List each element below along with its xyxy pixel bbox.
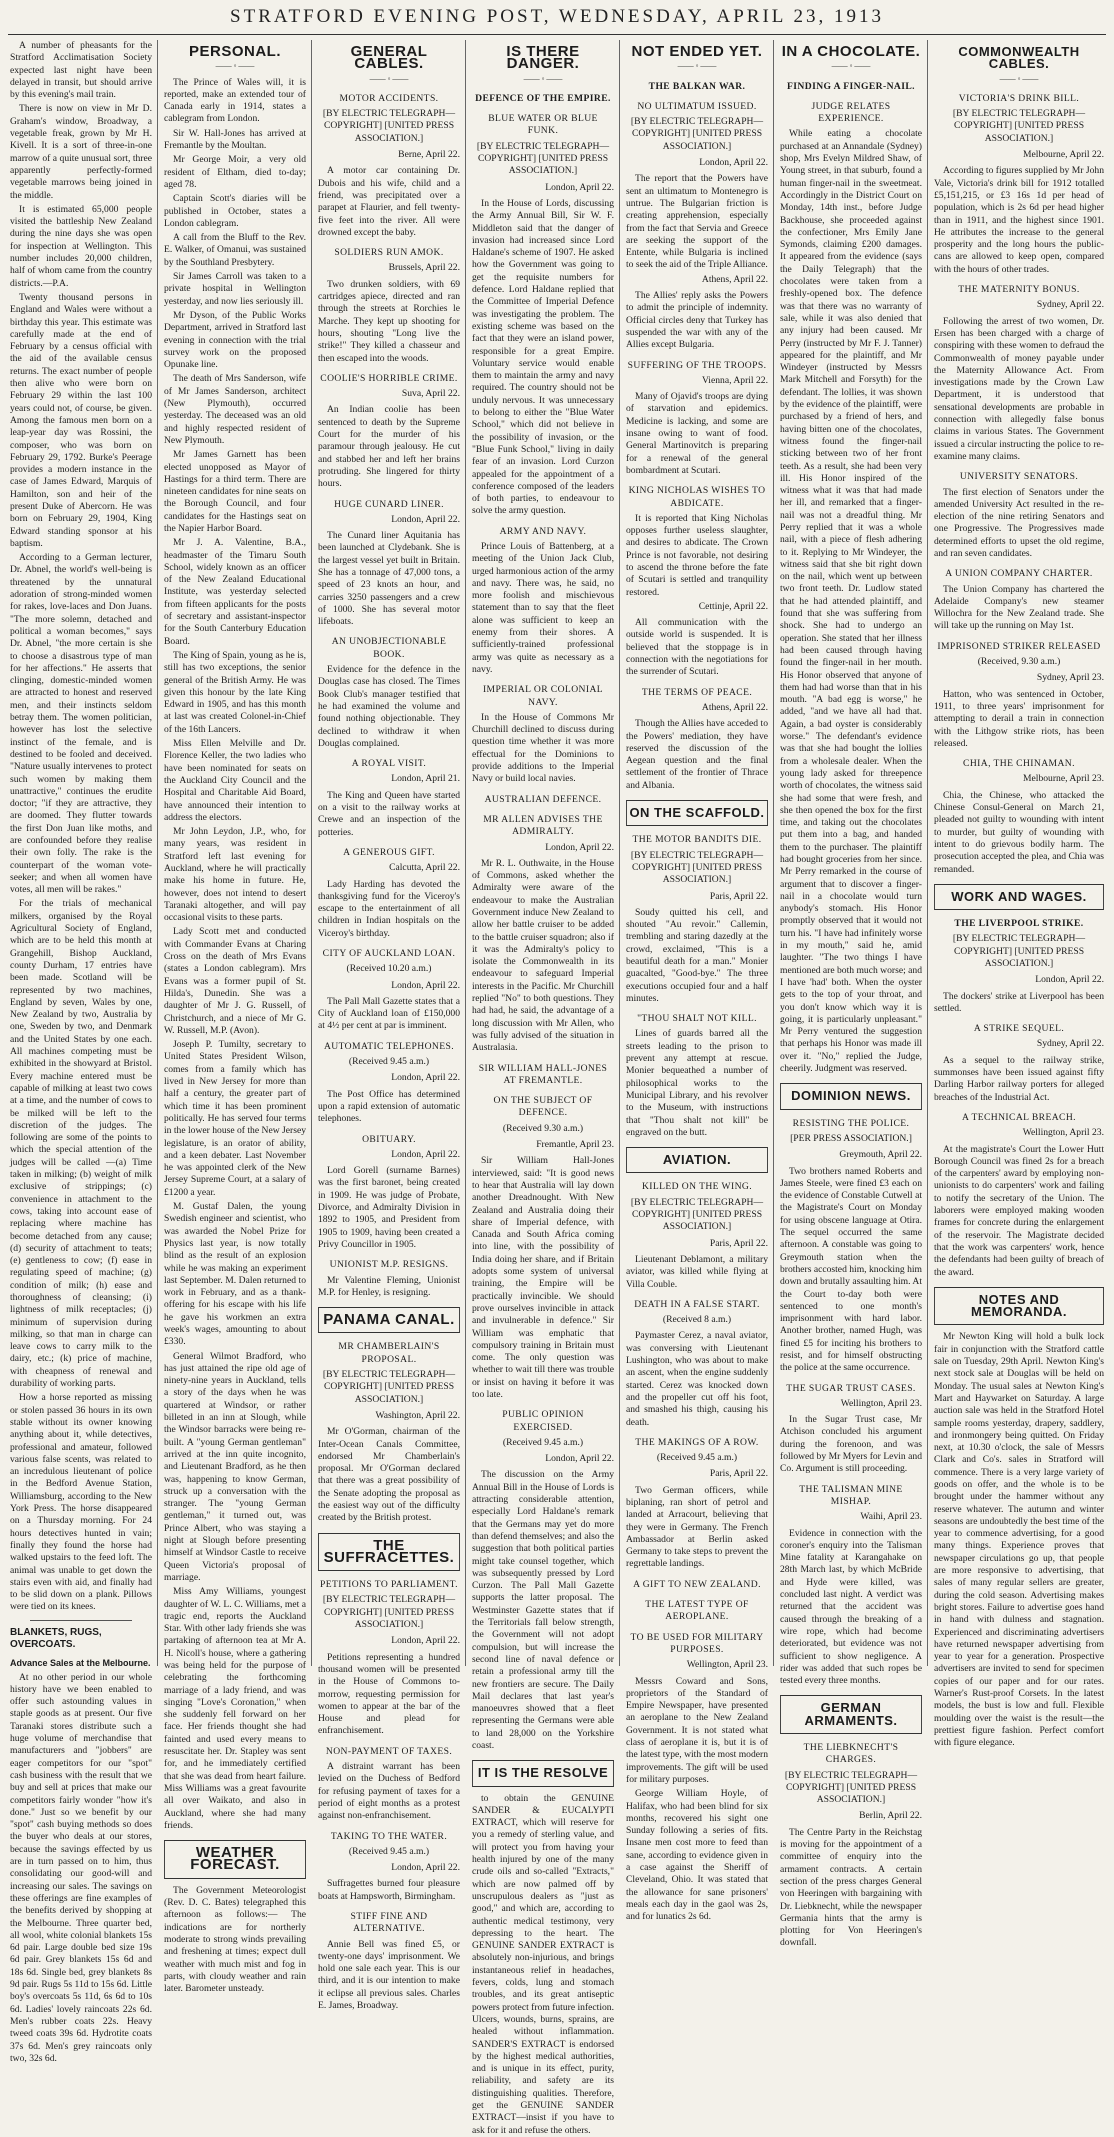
received-line: (Received 9.45 a.m.)	[502, 1436, 584, 1448]
credit-line: [BY ELECTRIC TELEGRAPH—COPYRIGHT] [UNITED PRESS ASSOCIATION.]	[952, 933, 1086, 969]
blankets-subheading: Advance Sales at the Melbourne.	[10, 1658, 151, 1669]
subheading: CITY OF AUCKLAND LOAN.	[322, 948, 456, 959]
ornament: —— ◦ ——	[369, 73, 409, 83]
paragraph: Captain Scott's diaries will be published in October, states a London cablegram.	[164, 193, 306, 229]
paragraph: Mr O'Gorman, chairman of the Inter-Ocean Canals Committee, endorsed Mr Chamberlain's proposal. Mr O'Gorman declared that there was a great possibility of the Senate adopting the proposal as the easiest way out of the difficulty created by the British protest.	[318, 1426, 460, 1524]
subheading: AUTOMATIC TELEPHONES.	[323, 1040, 455, 1052]
paragraph: It is estimated 65,000 people visited the battleship New Zealand during the nine days she was open for inspection at Wellington. This number includes 20,000 children, half of whom came from the country districts.—P.A.	[10, 203, 152, 289]
subheading: A GENEROUS GIFT.	[343, 846, 435, 858]
dateline: London, April 22.	[391, 1072, 460, 1084]
ornament: —— ◦ ——	[999, 73, 1039, 83]
credit-line: [BY ELECTRIC TELEGRAPH—COPYRIGHT] [UNITED PRESS ASSOCIATION.]	[322, 1594, 456, 1631]
ornament: —— ◦ ——	[677, 61, 717, 71]
in-a-chocolate-heading: IN A CHOCOLATE.	[781, 43, 921, 60]
credit-line: [BY ELECTRIC TELEGRAPH—COPYRIGHT] [UNITED PRESS ASSOCIATION.]	[630, 849, 764, 886]
subheading: AN UNOBJECTIONABLE BOOK.	[331, 636, 447, 660]
paragraph: Annie Bell was fined £5, or twenty-one days' imprisonment. We hold one sale each year. This is our third, and it is our intention to make it eclipse all previous sales. Charles E. James, Broadway.	[318, 1938, 460, 2012]
column-2	[164, 40, 306, 1995]
notes-heading: NOTES AND MEMORANDA.	[934, 1287, 1104, 1326]
subheading: TAKING TO THE WATER.	[330, 1830, 448, 1842]
paragraph: Evidence for the defence in the Douglas case has closed. The Times Book Club's manager testified that he had examined the volume and found nothing objectionable. They declined to withdraw it when Douglas complained.	[318, 664, 460, 749]
paragraph: The dockers' strike at Liverpool has been settled.	[934, 990, 1104, 1014]
dateline: Wellington, April 23.	[840, 1397, 922, 1409]
subheading: KING NICHOLAS WISHES TO ABDICATE.	[628, 485, 766, 509]
credit-line: [BY ELECTRIC TELEGRAPH—COPYRIGHT] [UNITED PRESS ASSOCIATION.]	[630, 116, 764, 152]
column-6	[780, 40, 923, 1949]
subheading: THE SUGAR TRUST CASES.	[786, 1382, 916, 1394]
credit-line: [PER PRESS ASSOCIATION.]	[790, 1132, 912, 1144]
received-line: (Received 9.30 a.m.)	[502, 1122, 584, 1134]
subheading: STIFF FINE AND ALTERNATIVE.	[350, 1911, 428, 1935]
paragraph: Paymaster Cerez, a naval aviator, was conversing with Lieutenant Lushington, who was about to make an ascent, when the engine suddenly started. Cerez was knocked down and the propeller cut off his foot, and smashed his thigh, causing his death.	[626, 1330, 768, 1428]
dateline: Wellington, April 23.	[1022, 1127, 1104, 1139]
paragraph: The Prince of Wales will, it is reported, make an extended tour of Canada early in 1914, states a cablegram from London.	[164, 76, 306, 125]
paragraph: The Cunard liner Aquitania has been launched at Clydebank. She is the largest vessel yet built in Britain. She has a tonnage of 47,000 tons, a speed of 23 knots an hour, and carries 3250 passengers and a crew of 1000. She has several motor lifeboats.	[318, 530, 460, 628]
suffragettes-heading: THE SUFFRACETTES.	[318, 1533, 460, 1572]
subheading: A GIFT TO NEW ZEALAND.	[633, 1578, 761, 1590]
received-line: (Received 8 a.m.)	[662, 1314, 732, 1326]
dateline: Sydney, April 22.	[1036, 1038, 1104, 1050]
dateline: London, April 21.	[391, 773, 460, 785]
dateline: Melbourne, April 22.	[1022, 149, 1104, 161]
paragraph: A number of pheasants for the Stratford Acclimatisation Society expected last night have been delayed in transit, but should arrive by this evening's mail train.	[10, 40, 152, 101]
subheading: DEFENCE OF THE EMPIRE.	[475, 92, 611, 104]
dateline: London, April 22.	[391, 1148, 460, 1160]
column-4	[472, 40, 614, 2136]
paragraph: Two German officers, while biplaning, ran short of petrol and landed at Arracourt, believing that they were in Germany. The French Ambassador at Berlin asked Germany to take steps to prevent the regrettable landings.	[626, 1484, 768, 1570]
subheading: IMPERIAL OR COLONIAL NAVY.	[482, 684, 604, 708]
dateline: Wellington, April 23.	[686, 1659, 768, 1671]
subheading: BLUE WATER OR BLUE FUNK.	[488, 113, 598, 137]
paragraph: Twenty thousand persons in England and Wales were without a birthday this year. This estimate was carefully made at the end of February by a census official with the aid of the available census returns. The exact number of people then alive who were born on February 29 within the last 100 years could not, of course, be given. Among the famous men born on a leap-year day was Rossini, the composer, who was born on February 29, 1792. Burke's Peerage provides a modern instance in the case of James Edward, Marquis of Hamilton, son and heir of the present Duke of Abercorn. He was born on February 29, 1904, King Edward standing sponsor at his baptism.	[10, 291, 152, 549]
resolve-heading: IT IS THE RESOLVE	[472, 1760, 614, 1786]
subheading: NO ULTIMATUM ISSUED.	[637, 100, 757, 112]
subheading: IMPRISONED STRIKER RELEASED	[937, 640, 1101, 652]
dateline: Berne, April 22.	[398, 149, 460, 161]
paragraph: There is now on view in Mr D. Graham's window, Broadway, a vegetable freak, grown by Mr H. Kivell. It is a sort of three-in-one marrow of a quite unusual sort, three apparently perfectly-formed vegetable marrows being joined in the middle.	[10, 103, 152, 201]
dateline: Suva, April 22.	[401, 388, 460, 400]
paragraph: Two drunken soldiers, with 69 cartridges apiece, directed and ran through the streets at Rorchies le Marche. They kept up shooting for hours, shouting "Long live the strike!" They killed a chasseur and then escaped into the woods.	[318, 278, 460, 364]
masthead-rule	[8, 34, 1106, 35]
column-rule	[927, 40, 928, 1666]
is-there-danger-heading: IS THERE DANGER.	[506, 43, 580, 73]
paragraph: Miss Amy Williams, youngest daughter of W. L. C. Williams, met a tragic end, reports the Auckland Star. With other lady friends she was partaking of afternoon tea at Mr A. H. Nicoll's house, where a gathering was being held for the purpose of celebrating the forthcoming marriage of a lady friend, and was singing "Love's Coronation," when she suddenly fell forward on her face. Her friends thought she had fainted and used every means to resuscitate her. Dr. Stapley was sent for, and he immediately certified that she was dead from heart failure. Miss Williams was a great favourite all over Waikato, and also in Auckland, where she had many friends.	[164, 1586, 306, 1831]
dateline: Vienna, April 22.	[701, 374, 768, 386]
paragraph: The Union Company has chartered the Adelaide Company's new steamer Willochra for the New Zealand trade. She will take up the running on May 1st.	[934, 583, 1104, 632]
paragraph: Two brothers named Roberts and James Steele, were fined £3 each on the evidence of Constable Cutwell at the Magistrate's Court on Monday for using obscene language at Otira. The sequel occurred the same afternoon. A constable was going to Greymouth station when the brothers accosted him, knocking him down and brutally assaulting him. At the Court to-day both were sentenced to one month's imprisonment with hard labor. Another brother, named Hugh, was fined £5 for inciting his brothers to resist, and for himself obstructing the police at the same occurrence.	[780, 1165, 923, 1374]
received-line: (Received, 9.30 a.m.)	[977, 656, 1061, 668]
paragraph: For the trials of mechanical milkers, organised by the Royal Agricultural Society of England, which are to be held this month at Grangehill, Bishop Auckland, county Durham, 17 entries have been made. Scotland will be represented by two machines, England by seven, Wales by one, New Zealand by two, Australia by one, Sweden by two, and Denmark and the United States by one each. All machines competing must be exhibited in the showyard at Bristol. Every machine entered must be capable of milking at least two cows at a time, and the number of cows to be milked will be left to the discretion of the judges. The following are some of the points to which the special attention of the judges will be called —(a) Time taken in milking; (b) weight of milk exclusive of strippings; (c) convenience in attachment to the cows, taking into account ease of replacing where machine has become detached from any cause; (d) security of attachment to teats; (e) gentleness to cow; (f) ease in regulating speed of machine; (g) condition of milk; (h) ease and thoroughness of cleansing; (i) lightness of milk receptacles; (j) minimum of supervision during milking, so that man in charge can leave cows to carry milk to the dairy, etc.; (k) price of machine, with cheapness of renewal and durability of working parts.	[10, 898, 152, 1390]
column-5	[626, 40, 769, 1923]
paragraph: Mr Valentine Fleming, Unionist M.P. for Henley, is resigning.	[318, 1274, 460, 1298]
paragraph: The report that the Powers have sent an ultimatum to Montenegro is untrue. The Bulgarian friction is creating apprehension, especially from the fact that Servia and Greece are seeking the support of the Entente, while Bulgaria is inclined to seek the aid of the Triple Alliance.	[626, 173, 768, 271]
paragraph: Lieutenant Deblamont, a military aviator, was killed while flying at Villa Couble.	[626, 1253, 768, 1290]
blankets-heading: BLANKETS, RUGS, OVERCOATS.	[10, 1626, 102, 1650]
paragraph: Mr James Garnett has been elected unopposed as Mayor of Hastings for a third term. There are nineteen candidates for nine seats on the Borough Council, and four candidates for the Hastings seat on the Napier Harbor Board.	[164, 449, 306, 534]
subheading: ON THE SUBJECT OF DEFENCE.	[493, 1095, 593, 1119]
dateline: London, April 22.	[391, 1862, 460, 1874]
paragraph: The Post Office has determined upon a rapid extension of automatic telephones.	[318, 1088, 460, 1125]
paragraph: The Pall Mall Gazette states that a City of Auckland loan of £150,000 at 4½ per cent at par is imminent.	[318, 995, 460, 1032]
dateline: London, April 22.	[391, 979, 460, 991]
subheading: CHIA, THE CHINAMAN.	[963, 758, 1075, 770]
dateline: Athens, April 22.	[701, 701, 768, 713]
paragraph: The King of Spain, young as he is, still has two exceptions, the senior general of the British Army. He was given this honour by the late King Edward in 1905, and has this month at last was created Colonel-in-Chief of the 16th Lancers.	[164, 649, 306, 735]
received-line: (Received 10.20 a.m.)	[346, 963, 432, 975]
subheading: OBITUARY.	[362, 1133, 416, 1145]
paragraph: According to figures supplied by Mr John Vale, Victoria's drink bill for 1912 totalled £5,151,215, or £3 16s 1d per head of population, which is 2s 6d per head higher than in 1911, and the highest since 1901. He attributes the increase to the general prosperity and the long hours the public-cans are allowed to keep open, compared with the hours of other trades.	[934, 165, 1104, 275]
subheading: THE MOTOR BANDITS DIE.	[632, 834, 762, 846]
paragraph: Mr John Leydon, J.P., who, for many years, was resident in Stratford left last evening for Auckland, where he will practically make his home in future. He, however, does not intend to desert Taranaki altogether, and will pay occasional visits to these parts.	[164, 826, 306, 924]
subheading: AUSTRALIAN DEFENCE.	[484, 793, 602, 805]
dateline: Berlin, April 22.	[859, 1810, 922, 1822]
dominion-news-heading: DOMINION NEWS.	[780, 1083, 922, 1109]
paragraph: Mr Newton King will hold a bulk lock fair in conjunction with the Stratford cattle sale on Tuesday, 29th April. Newton King's next stock sale at Douglas will be held on Monday. The usual sales at Newton King's Mart and Haywarket on Saturday. A large auction sale was held in the Stratford Hotel sample rooms yesterday, drapery, saddlery, and ironmongery being quitted. On Friday next, at 10.30 o'clock, the sale of Messrs Clark and Co's. sales in Stratford will commence. There is a very large variety of goods on offer, and the whole is to be brought under the hammer without any reserve whatever. The autumn and winter seasons are undoubtedly the best time of the year to commence advertising, for a good many things. Experience proves that newspaper circulations go up, that people are more responsive to advertising, that sales of many regular sellers are greater, during the cold season. Advertising makes bright stores. Failure to advertise goes hand in hand with dulness and stagnation. Experienced and discriminating advertisers have returned newspaper advertising from year to year for a generation. Prospective advertisers are invited to send for specimen copies of our paper and for our rates. Warner's Rust-proof Corsets. In the latest models, the bust is low and full. Flexible moulding over the waist is the result—the prettiest figure fashion. Perfect comfort with figure elegance.	[934, 1331, 1104, 1749]
subheading: UNIONIST M.P. RESIGNS.	[329, 1259, 449, 1271]
dateline: London, April 22.	[391, 1635, 460, 1647]
commonwealth-cables-heading: COMMONWEALTH CABLES.	[958, 44, 1080, 72]
subheading: FINDING A FINGER-NAIL.	[787, 80, 915, 92]
dateline: Sydney, April 23.	[1036, 672, 1104, 684]
credit-line: [BY ELECTRIC TELEGRAPH—COPYRIGHT] [UNITED PRESS ASSOCIATION.]	[322, 108, 456, 144]
weather-heading: WEATHER FORECAST.	[164, 1840, 306, 1879]
paragraph: The Allies' reply asks the Powers to admit the principle of indemnity. Official circles deny that Turkey has suspended the war with any of the Allies except Bulgaria.	[626, 290, 768, 351]
paragraph: Evidence in connection with the coroner's enquiry into the Talisman Mine fatality at Karangahake on 28th March last, by which McBride and Hyde were killed, was concluded last night. A verdict was returned that the accident was caused through the breaking of a wire rope, which had become deteriorated, but evidence was not sufficient to show negligence. A rider was added that such ropes be tested every three months.	[780, 1527, 922, 1687]
dateline: Paris, April 22.	[709, 1468, 768, 1480]
paragraph: The King and Queen have started on a visit to the railway works at Crewe and an inspection of the potteries.	[318, 789, 460, 838]
received-line: (Received 9.45 a.m.)	[656, 1452, 738, 1464]
subheading: PETITIONS TO PARLIAMENT.	[320, 1579, 458, 1591]
column-3	[318, 40, 460, 2012]
dateline: Waihi, April 23.	[860, 1511, 922, 1523]
paragraph: At no other period in our whole history have we been enabled to offer such astounding values in staple goods as at present. Our five Taranaki stores distribute such a huge volume of merchandise that manufacturers and "jobbers" are eager competitors for our "spot" cash business with the result that we buy and sell at prices that make our competitors fairly wonder "how it's done." Just so we benefit by our "spot" cash buying methods so does the buyer who deals at our stores, because the savings effected by us are in turn passed on to him, thus consolidating our good-will and increasing our sales. The savings on these offerings are fine examples of the benefits derived by shopping at the Melbourne. Three quarter bed, all wool, white colonial blankets 15s 6d pair. Large double bed size 19s 6d pair. Grey blankets 15s 6d and 18s 6d. Single bed, grey blankets 8s 9d pair. Rugs 5s 11d to 15s 6d. Little boy's overcoats 5s 11d, 6s 6d to 10s 6d. Ladies' lovely raincoats 22s 6d. Men's rubber coats 22s. Heavy tweed coats 39s 6d. Hydrotite coats 37s 6d. Men's grey raincoats only two, 32s 6d.	[10, 1671, 152, 2064]
subheading: THE LATEST TYPE OF AEROPLANE.	[645, 1599, 749, 1623]
paragraph: Sir James Carroll was taken to a private hospital in Wellington yesterday, and now lies seriously ill.	[164, 271, 306, 307]
subheading: KILLED ON THE WING.	[641, 1181, 753, 1193]
dateline: Fremantle, April 23.	[536, 1139, 614, 1151]
column-7	[934, 40, 1104, 1749]
subheading: TO BE USED FOR MILITARY PURPOSES.	[630, 1631, 764, 1655]
paragraph: In the House of Commons Mr Churchill declined to discuss during question time whether it was more effectual for the Dominions to provide additions to the Imperial Navy or build local navies.	[472, 711, 614, 785]
paragraph: Mr George Moir, a very old resident of Eltham, died to-day; aged 78.	[164, 154, 306, 190]
subheading: A STRIKE SEQUEL.	[973, 1023, 1065, 1035]
paragraph: Messrs Coward and Sons, proprietors of the Standard of Empire Newspaper, have presented an aeroplane to the New Zealand Government. It is not stated what class of aeroplane it is, but it is of the latest type, with the most modern improvements. The gift will be used for military purposes.	[626, 1675, 769, 1785]
paragraph: The first election of Senators under the amended University Act resulted in the re-election of the nine retiring Senators and one Progressive. The Progressives made determined efforts to upset the old regime, and ran seven candidates.	[934, 486, 1104, 559]
ornament: —— ◦ ——	[215, 61, 255, 71]
paragraph: Lines of guards barred all the streets leading to the prison to prevent any attempt at rescue. Monier bequeathed a number of philosophical works to the Municipal Library, and his revolver to the Museum, with instructions that "Thou shalt not kill" be engraved on the butt.	[626, 1028, 768, 1138]
paragraph: At the magistrate's Court the Lower Hutt Borough Council was fined 2s for a breach of the carpenters' award by employing non-unionists to do carpenters' work and failing to notify the secretary of the Union. The laborers were employed making wooden frames for concrete during the enlargement of the reservoir. The Magistrate decided that the work was carpenters' work, hence the defendants had been guilty of breach of the award.	[934, 1143, 1104, 1278]
ornament: —— ◦ ——	[831, 61, 871, 71]
subheading: SUFFERING OF THE TROOPS.	[627, 359, 767, 371]
dateline: Sydney, April 22.	[1036, 299, 1104, 311]
dateline: London, April 22.	[1035, 974, 1104, 986]
personal-heading: PERSONAL.	[188, 43, 281, 60]
scaffold-heading: ON THE SCAFFOLD.	[626, 800, 768, 826]
paragraph: A distraint warrant has been levied on the Duchess of Bedford for refusing payment of taxes for a period of eight months as a protest against non-enfranchisement.	[318, 1761, 460, 1822]
subheading: NON-PAYMENT OF TAXES.	[325, 1745, 453, 1757]
panama-heading: PANAMA CANAL.	[318, 1307, 460, 1333]
dateline: London, April 22.	[545, 841, 614, 853]
dateline: Athens, April 22.	[701, 273, 768, 285]
subheading: A ROYAL VISIT.	[351, 758, 427, 770]
ornament: —— ◦ ——	[523, 73, 563, 83]
paragraph: Miss Ellen Melville and Dr. Florence Keller, the two ladies who have been nominated for seats on the Auckland City Council and the Hospital and Charitable Aid Board, have announced their intention to address the electors.	[164, 738, 306, 823]
dateline: Cettinje, April 22.	[698, 600, 768, 612]
subheading: PUBLIC OPINION EXERCISED.	[502, 1409, 584, 1433]
dateline: London, April 22.	[545, 181, 614, 193]
paragraph: Chia, the Chinese, who attacked the Chinese Consul-General on March 21, pleaded not guilty to wounding with intent to murder, but guilty of wounding with intent to do grievous bodily harm. The prosecution accepted the plea, and Chia was remanded.	[934, 789, 1104, 875]
paragraph: Mr R. L. Outhwaite, in the House of Commons, asked whether the Admiralty were aware of the endeavour to make the Australian Government induce New Zealand to allow her battle cruiser to be added to the battle cruiser squadron; also if it was the Admiralty's policy to isolate the Commonwealth in its endeavour to safeguard Imperial interests in the Pacific. Mr Churchill replied "No" to both questions. They had had, he said, the advantage of a long discussion with Mr Allen, who was fully advised of the situation in Australasia.	[472, 857, 614, 1054]
paragraph: An Indian coolie has been sentenced to death by the Supreme Court for the murder of his paramour through jealousy. He cut and stabbed her and left her brains protruding. She lingered for thirty hours.	[318, 404, 460, 490]
not-ended-yet-heading: NOT ENDED YET.	[631, 43, 763, 60]
paragraph: Soudy quitted his cell, and shouted "Au revoir." Callemin, trembling and staring dazedly at the crowd, exclaimed, "This is a beautiful death for a man." Monier guacalted, "Good-bye." The three executions occupied four and a half minutes.	[626, 906, 768, 1004]
paragraph: While eating a chocolate purchased at an Annandale (Sydney) shop, Mrs Evelyn Mildred Shaw, of Young street, in that suburb, found a human finger-nail in the sweetmeat. Accordingly in the District Court on Monday, 14th inst., before Judge Backhouse, she proceeded against the confectioner, Mrs Emily Jane Symonds, claiming £200 damages. It appeared from the evidence (says the Daily Telegraph) that the chocolates were taken from a freshly-opened box. The defence was that there was no warranty of sale, while it was also denied that any injury had been caused. Mr Perry (instructed by Mr F. J. Tanner) appeared for the plaintiff, and Mr Windeyer (instructed by Messrs Mark Mitchell and Forsyth) for the defendant. The lollies, it was shown by the evidence of the plaintiff, were purchased by a friend of hers, and having bitten one of the chocolates, witness found the finger-nail sticking between two of her front teeth. As a result, she had been very ill. His Honor inspired of the witness what it was that had made her ill, and remarked that a finger-nail was not a dreadful thing. Mr Perry replied that it was a whole nail, with a piece of flesh adhering to it. Replying to Mr Windeyer, the witness said that she bit right down on the nail, which went up between two front teeth. Dr. Ludlow stated that he had attended plaintiff, and found that she was suffering from shock. She had to undergo an operation. She stated that her illness had been caused through having found the finger-nail in her mouth. His Honor observed that anyone of them had had worse than that in his mouth. "A bad egg is worse," he added, "and we have all had that. Again, a bad oyster is considerably worse." The defendant's evidence was that she had bought the lollies from a wholesale dealer. When the young lady asked for threepence worth of chocolates, the witness said she had some that were fresh, and she then opened the box for the first time, and taking out the chocolates put them into a bag, and handed them to the purchaser. The plaintiff had bought groceries from her since. Mr Perry remarked in the course of argument that to discover a finger-nail in a chocolate would turn anybody's stomach. His Honor promptly observed that it would not turn his. "I have had infinitely worse in my mouth," said he, amid laughter. "The two things I have mentioned are both much worse; and I have 'had' both. When the oyster gets to the top of your throat, and you don't know which way it is going, it is particularly unpleasant." Mr Perry ventured the suggestion that perhaps his Honor was made ill over it. "No," replied the Judge, cheerily. Judgment was reserved.	[780, 128, 922, 1075]
paragraph: A call from the Bluff to the Rev. E. Walker, of Omanui, was sustained by the Southland Presbytery.	[164, 232, 306, 268]
column-1	[10, 40, 152, 2064]
subheading: JUDGE RELATES EXPERIENCE.	[811, 100, 891, 125]
paragraph: Prince Louis of Battenberg, at a meeting of the Union Jack Club, urged harmonious action of the army and navy. There was, he said, no more foolish and mischievous statement than to say that the fleet alone was sufficient to keep an enemy from their shores. A sufficiently-trained professional army was quite as necessary as a navy.	[472, 540, 614, 675]
dateline: Brussels, April 22.	[388, 262, 460, 274]
divider	[30, 1620, 132, 1621]
paragraph: According to a German lecturer, Dr. Abnel, the world's well-being is threatened by the unnatural adoration of strong-minded women for rakes, love-laces and Don Juans. "The more solemn, detached and political a woman becomes," says Dr. Abnel, "the more certain is she to choose a disastrous type of man for her affections." He asserts that clinging, domestic-minded women are attracted to honest and reserved men, and their instincts seldom betray them. The women politician, however has lost the selective instinct of the female, and is destined to be fooled and deceived. "Nature usually intervenes to protect such women by making them unattractive," continues the erudite doctor; "if they are attractive, they are doomed. They flutter towards the first Don Juan like moths, and are confounded before they realise their own folly. The rake is the counterpart of the woman vote-seeker; and when all women have votes, all men will be rakes."	[10, 552, 152, 896]
paragraph: The discussion on the Army Annual Bill in the House of Lords is attracting considerable attention, especially Lord Haldane's remark that the Germans may yet do more than defend themselves; and also the suggestion that both political parties might take counsel together, which was subsequently pressed by Lord Curzon. The Pall Mall Gazette supports the latter proposal. The Westminster Gazette states that if the Territorials fall below strength, the Government will not adopt compulsion, but will increase the second line of naval defence or retain a professional army till the new frontiers are secure. The Daily Mail declares that last year's manoeuvres showed that a fleet representing the Germans were able to land 28,000 on the Yorkshire coast.	[472, 1469, 614, 1751]
german-armaments-heading: GERMAN ARMAMENTS.	[780, 1695, 922, 1734]
received-line: (Received 9.45 a.m.)	[348, 1056, 430, 1068]
column-rule	[773, 40, 774, 1666]
subheading: THE LIVERPOOL STRIKE.	[954, 918, 1084, 930]
subheading: THE MATERNITY BONUS.	[958, 284, 1080, 296]
subheading: MR ALLEN ADVISES THE ADMIRALTY.	[483, 813, 603, 838]
subheading: A UNION COMPANY CHARTER.	[945, 568, 1093, 580]
subheading: COOLIE'S HORRIBLE CRIME.	[320, 372, 458, 384]
paragraph: All communication with the outside world is suspended. It is believed that the stoppage is in connection with the negotiations for the surrender of Scutari.	[626, 617, 768, 678]
paragraph: Hatton, who was sentenced in October, 1911, to three years' imprisonment for attempting to derail a train in connection with the Lithgow strike riots, has been released.	[934, 688, 1104, 749]
dateline: Greymouth, April 22.	[839, 1149, 922, 1161]
paragraph: In the Sugar Trust case, Mr Atchison concluded his argument during the forenoon, and was followed by Mr Myers for Levin and Co. Argument is still proceeding.	[780, 1414, 922, 1475]
paragraph: Sir William Hall-Jones interviewed, said: "It is good news to hear that Australia will lay down another Dreadnought. With New Zealand and Australia doing their share of Imperial defence, with Canada and South Africa coming into line, with the possibility of India doing her share, and if Britain adopts some system of universal training, the Empire will be practically invincible. We should prove ourselves invincible in attack and invulnerable in defence." Sir William was emphatic that compulsory training in Britain must come. The only question was whether to wait till there was trouble or insist on having it before it was too late.	[472, 1155, 614, 1400]
paragraph: Sir W. Hall-Jones has arrived at Fremantle by the Moultan.	[164, 127, 306, 152]
paragraph: Petitions representing a hundred thousand women will be presented in the House of Commons to-morrow, requesting permission for women to appear at the bar of the House and plead for enfranchisement.	[318, 1651, 460, 1737]
column-rule	[619, 40, 620, 1666]
dateline: London, April 22.	[699, 157, 768, 169]
subheading: UNIVERSITY SENATORS.	[959, 471, 1079, 483]
aviation-heading: AVIATION.	[626, 1147, 768, 1173]
paragraph: Lord Gorell (surname Barnes) was the first baronet, being created in 1909. He was judge of Probate, Divorce, and Admiralty Division in 1892 to 1905, and President from 1905 to 1909, having been created a Privy Councillor in 1905.	[318, 1165, 460, 1250]
paragraph: George William Hoyle, of Halifax, who had been blind for six months, recovered his sight one Sunday following a series of fits. Insane men cost more to feed than sane, according to evidence given in a case against the Sheriff of Cleveland, Ohio. It was stated that the allowance for sane prisoners' meals each day in the gaol was 2s, and for lunatics 2s 6d.	[626, 1788, 768, 1923]
advertisement: to obtain the GENUINE SANDER & EUCALYPTI EXTRACT, which will reserve for you a remedy of sterling value, and will protect you from having your health injured by one of the many crude oils and so-called "Extracts," which are now palmed off by unscrupulous dealers as "just as good," and which are, according to authentic medical testimony, very depressing to the heart. The GENUINE SANDER EXTRACT is absolutely non-injurious, and brings instantaneous relief in headaches, fevers, colds, lung and stomach troubles, and its great antiseptic powers protect from future infection. Ulcers, wounds, burns, sprains, are healed without inflammation. SANDER'S EXTRACT is endorsed by the highest medical authorities, and is unique in its effect, purity, reliability, and safety are its distinguishing qualities. Therefore, get the GENUINE SANDER EXTRACT—insist if you have to ask for it and refuse the others.	[472, 1792, 614, 2136]
dateline: London, April 22.	[391, 513, 460, 525]
column-rule	[465, 40, 466, 1666]
credit-line: [BY ELECTRIC TELEGRAPH—COPYRIGHT] [UNITED PRESS ASSOCIATION.]	[952, 108, 1086, 144]
paragraph: Lady Harding has devoted the thanksgiving fund for the Viceroy's escape to the entertainment of all children in Indian hospitals on the Viceroy's birthday.	[318, 878, 460, 939]
dateline: Washington, April 22.	[375, 1409, 460, 1421]
paragraph: The Government Meteorologist (Rev. D. C. Bates) telegraphed this afternoon as follows:— The indications are for northerly moderate to strong winds prevailing and freshening at times; expect dull weather with much mist and fog in parts, with cloudy weather and rain later. Barometer unsteady.	[164, 1884, 306, 1995]
subheading: THE TERMS OF PEACE.	[641, 686, 753, 698]
paragraph: The Centre Party in the Reichstag is moving for the appointment of a committee of enquiry into the armament contracts. A certain section of the press charges General von Heeringen with bargaining with Dr. Liebknecht, while the newspaper Germania hints that the army is plotting for Von Heeringen's downfall.	[780, 1826, 922, 1949]
paragraph: It is reported that King Nicholas opposes further useless slaughter, and desires to abdicate. The Crown Prince is not favorable, not desiring to ascend the throne before the fate of Scutari is settled and tranquility restored.	[626, 512, 768, 598]
paragraph: How a horse reported as missing or stolen passed 36 hours in its own stable without its owner knowing anything about it, while detectives, professional and amateur, followed various false scents, was related to an incredulous lieutenant of police in the Bedford Avenue Station, Williamsburg, according to the New York Press. The horse disappeared on a Thursday morning. For 24 hours detectives hunted in vain; finally they found the horse had walked upstairs to the feed loft. The animal was unable to get down the stairs even with aid, and finally had to be slid down on a plank. Pillows were tied on its knees.	[10, 1392, 152, 1613]
subheading: THE BALKAN WAR.	[648, 80, 746, 92]
subheading: A TECHNICAL BREACH.	[962, 1111, 1076, 1123]
dateline: Melbourne, April 23.	[1022, 773, 1104, 785]
subheading: RESISTING THE POLICE.	[792, 1117, 910, 1129]
paragraph: Mr Dyson, of the Public Works Department, arrived in Stratford last evening in connection with the trial survey work on the proposed Opunake line.	[164, 309, 306, 371]
work-and-wages-heading: WORK AND WAGES.	[934, 884, 1104, 910]
subheading: THE MAKINGS OF A ROW.	[635, 1436, 759, 1448]
subheading: THE TALISMAN MINE MISHAP.	[799, 1483, 903, 1507]
credit-line: [BY ELECTRIC TELEGRAPH—COPYRIGHT] [UNITED PRESS ASSOCIATION.]	[322, 1369, 456, 1405]
subheading: ARMY AND NAVY.	[499, 525, 587, 537]
subheading: MOTOR ACCIDENTS.	[339, 92, 439, 104]
subheading: MR CHAMBERLAIN'S PROPOSAL.	[338, 1341, 440, 1365]
paragraph: In the House of Lords, discussing the Army Annual Bill, Sir W. F. Middleton said that the danger of invasion had increased since Lord Haldane's scheme of 1907. He asked how the Government was going to get the requisite numbers for defence. Lord Haldane replied that the Committee of Imperial Defence was investigating the problem. The existing scheme was based on the fact that they were an island power, responsible for a great Empire. Voluntary service would enable them to maintain the army and navy required. The country should not be unduly nervous. It was unnecessary to belong to either the "Blue Water School," which did not believe in the possibility of invasion, or the "Blue Funk School," living in daily fear of an invasion. Lord Curzon appealed for the appointment of a conference composed of the leaders of both parties, to endeavour to solve the army question.	[472, 197, 614, 517]
dateline: Calcutta, April 22.	[389, 862, 460, 874]
paragraph: Suffragettes burned four pleasure boats at Hampsworth, Birmingham.	[318, 1878, 460, 1902]
general-cables-heading: GENERAL CABLES.	[350, 43, 428, 73]
paragraph: A motor car containing Dr. Dubois and his wife, child and a friend, was precipitated over a parapet at Flaurier, and fell twenty-five feet into the river. All were drowned except the baby.	[318, 165, 460, 238]
credit-line: [BY ELECTRIC TELEGRAPH—COPYRIGHT] [UNITED PRESS ASSOCIATION.]	[476, 140, 610, 177]
received-line: (Received 9.45 a.m.)	[348, 1845, 430, 1857]
paragraph: M. Gustaf Dalen, the young Swedish engineer and scientist, who was awarded the Nobel Prize for Physics last year, is now totally blind as the result of an explosion while he was making an experiment last September. M. Dalen returned to work in February, and as a thank-offering for his escape with his life he gave his workmen an extra week's wages, amounting to about £330.	[164, 1201, 306, 1348]
paragraph: Following the arrest of two women, Dr. Ersen has been charged with a charge of conspiring with these women to defraud the Commonwealth of money payable under the Maternity Allowance Act. From investigations made by the Crown Law Department, it is understood that sensational developments are probable in connection with allegedly false bonus claims in various States. The Government issued a circular instructing the police to re-examine many claims.	[934, 315, 1104, 462]
subheading: HUGE CUNARD LINER.	[334, 498, 444, 510]
paragraph: Lady Scott met and conducted with Commander Evans at Charing Cross on the death of Mrs Evans (states a London cablegram). Mrs Evans was a former pupil of St. Hilda's, Dunedin. She was a daughter of Mr J. G. Russell, of Christchurch, and a niece of Mr G. W. Russell, M.P. (Avon).	[164, 926, 306, 1036]
subheading: VICTORIA'S DRINK BILL.	[958, 92, 1080, 104]
dateline: Paris, April 22.	[709, 890, 768, 902]
paragraph: As a sequel to the railway strike, summonses have been issued against fifty Darling Harbor railway porters for alleged breaches of the Industrial Act.	[934, 1054, 1104, 1103]
credit-line: [BY ELECTRIC TELEGRAPH—COPYRIGHT] [UNITED PRESS ASSOCIATION.]	[630, 1196, 764, 1233]
credit-line: [BY ELECTRIC TELEGRAPH—COPYRIGHT] [UNITED PRESS ASSOCIATION.]	[784, 1769, 918, 1806]
subheading: THE LIEBKNECHT'S CHARGES.	[803, 1742, 899, 1766]
dateline: Paris, April 22.	[709, 1237, 768, 1249]
subheading: SOLDIERS RUN AMOK.	[334, 247, 444, 259]
paragraph: Though the Allies have acceded to the Powers' mediation, they have reserved the discussion of the Aegean question and the final settlement of the frontier of Thrace and Albania.	[626, 718, 768, 791]
dateline: London, April 22.	[545, 1453, 614, 1465]
paragraph: Many of Ojavid's troops are dying of starvation and epidemics. Medicine is lacking, and some are insane owing to want of food. General Martinovitch is preparing for a renewal of the general bombardment at Scutari.	[626, 391, 768, 476]
column-rule	[157, 40, 158, 1666]
column-rule	[311, 40, 312, 1666]
subheading: "THOU SHALT NOT KILL.	[637, 1013, 757, 1025]
paragraph: Joseph P. Tumilty, secretary to United States President Wilson, comes from a family which has lived in New Jersey for more than half a century, the greater part of which time it has been prominent politically. He has served four terms in the lower house of the New Jersey legislature, is an orator of ability, and a keen debater. Last November he was appointed clerk of the New Jersey Supreme Court, at a salary of £1200 a year.	[164, 1039, 306, 1198]
paragraph: Mr J. A. Valentine, B.A., headmaster of the Timaru South School, widely known as an officer of the New Zealand Educational Institute, was yesterday selected from fifteen applicants for the posts of secretary and assistant-inspector for the South Canterbury Education Board.	[164, 537, 306, 647]
paragraph: General Wilmot Bradford, who has just attained the ripe old age of ninety-nine years in Auckland, tells a story of the days when he was quartered at Windsor, or rather billeted in an inn at Slough, while the Windsor barracks were being re-built. A "young German gentleman" arrived at the inn quite incognito, and Lieutenant Bradford, as he then was, happening to know German, struck up a conversation with the stranger. The "young German gentleman," it turned out, was Prince Albert, who was staying a night at Slough before presenting himself at Windsor Castle to receive Queen Victoria's proposal of marriage.	[164, 1350, 306, 1583]
paragraph: The death of Mrs Sanderson, wife of Mr James Sanderson, architect (New Plymouth), occurred yesterday. The deceased was an old and highly respected resident of New Plymouth.	[164, 373, 306, 446]
subheading: DEATH IN A FALSE START.	[634, 1298, 760, 1310]
masthead: STRATFORD EVENING POST, WEDNESDAY, APRIL 23, 1913	[230, 6, 884, 27]
subheading: SIR WILLIAM HALL-JONES AT FREMANTLE.	[478, 1062, 608, 1086]
